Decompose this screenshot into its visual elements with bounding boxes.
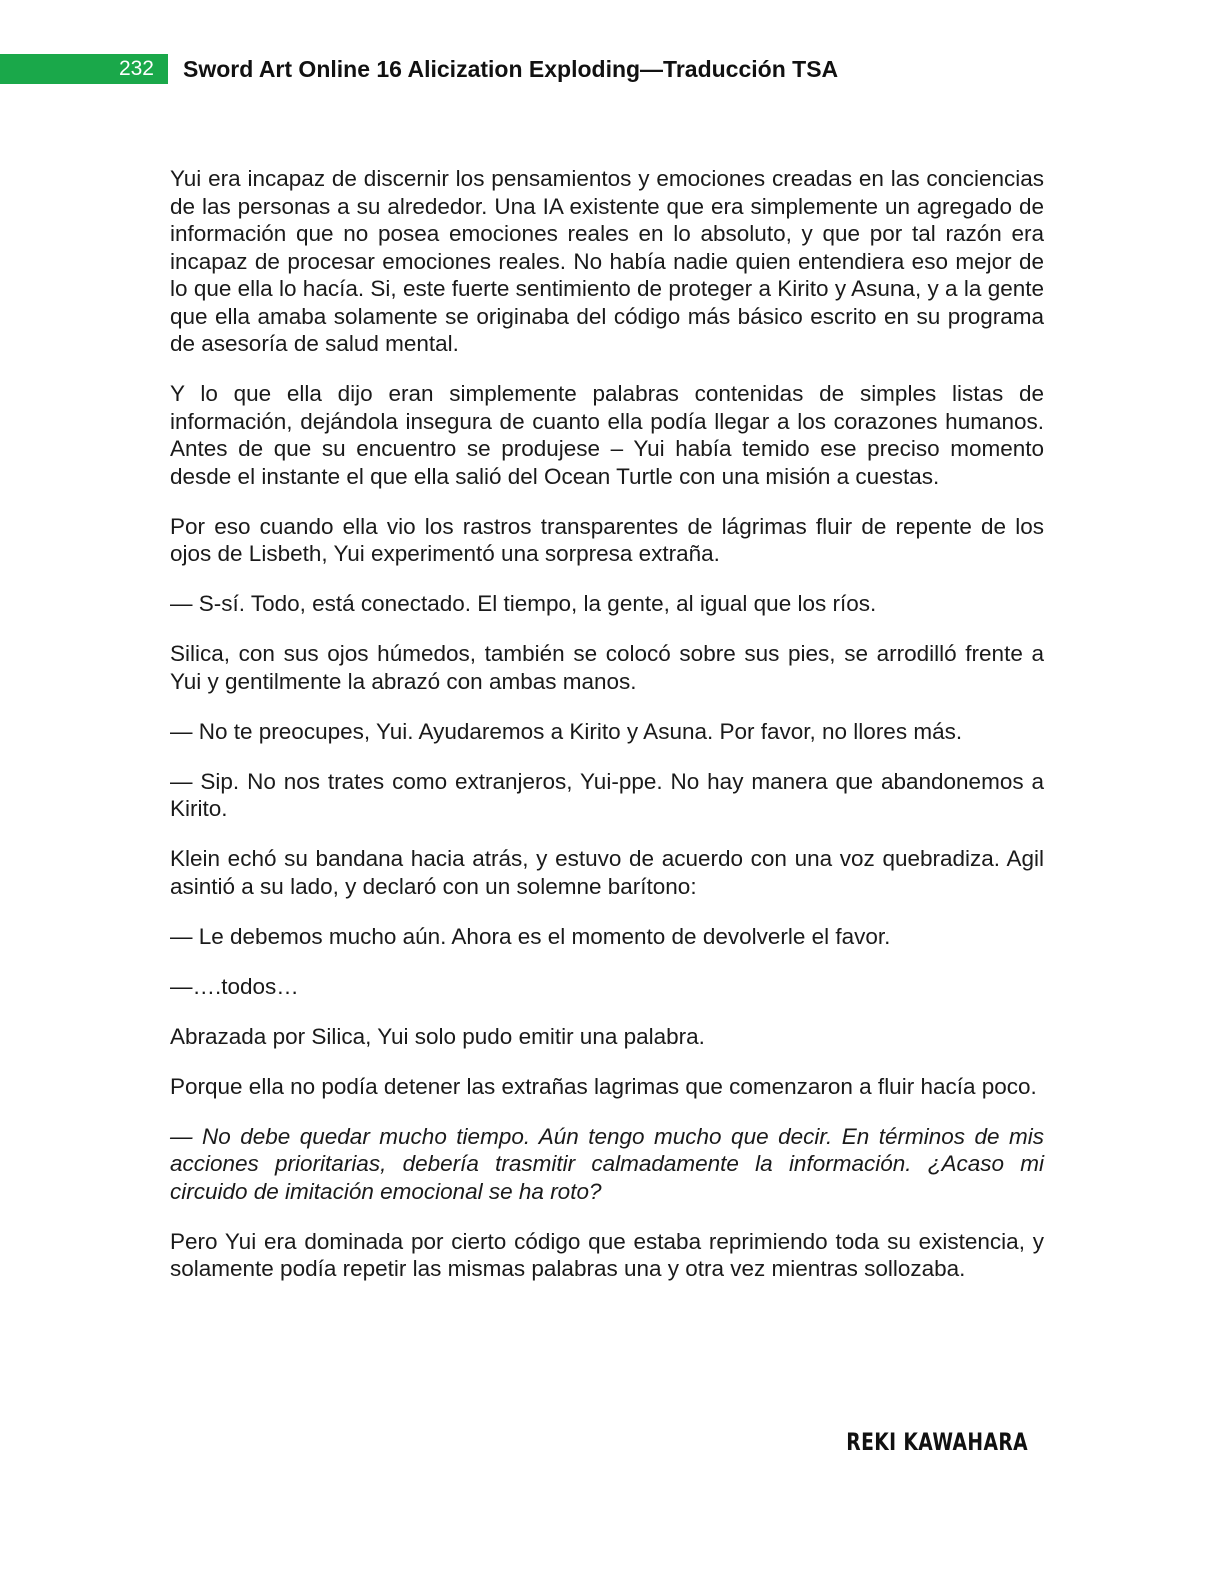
dialogue-line: —….todos… xyxy=(170,973,299,999)
paragraph: Yui era incapaz de discernir los pensamientos y emociones creadas en las conciencias de las personas a su alrededor. Una IA existente que era simplemente un agregado de información que no posea emociones reales en lo absoluto, y que por tal razón era incapaz de procesar emociones reales. No había nadie quien entendiera eso mejor de lo que ella lo hacía. Si, este fuerte sentimiento de proteger a Kirito y Asuna, y a la gente que ella amaba solamente se originaba del código más básico escrito en su programa de asesoría de salud mental. xyxy=(170,166,1044,356)
paragraph: Por eso cuando ella vio los rastros transparentes de lágrimas fluir de repente de los ojos de Lisbeth, Yui experimentó una sorpresa extraña. xyxy=(170,513,1044,566)
paragraph: Y lo que ella dijo eran simplemente palabras contenidas de simples listas de información, dejándola insegura de cuanto ella podía llegar a los corazones humanos. Antes de que su encuentro se produjese – Yui había temido ese preciso momento desde el instante el que ella salió del Ocean Turtle con una misión a cuestas. xyxy=(170,381,1044,489)
paragraph: Porque ella no podía detener las extrañas lagrimas que comenzaron a fluir hacía poco. xyxy=(170,1073,1037,1099)
paragraph: Silica, con sus ojos húmedos, también se colocó sobre sus pies, se arrodilló frente a Yui y gentilmente la abrazó con ambas manos. xyxy=(170,641,1044,694)
page-number: 232 xyxy=(0,54,168,84)
author-name: REKI KAWAHARA xyxy=(846,1428,1028,1456)
paragraph: Klein echó su bandana hacia atrás, y estuvo de acuerdo con una voz quebradiza. Agil asintió a su lado, y declaró con un solemne barítono: xyxy=(170,846,1044,899)
paragraph: Abrazada por Silica, Yui solo pudo emitir una palabra. xyxy=(170,1023,705,1049)
dialogue-line: — No te preocupes, Yui. Ayudaremos a Kirito y Asuna. Por favor, no llores más. xyxy=(170,718,963,744)
italic-dialogue-line: — No debe quedar mucho tiempo. Aún tengo mucho que decir. En términos de mis acciones prioritarias, debería trasmitir calmadamente la información. ¿Acaso mi circuido de imitación emocional se ha roto? xyxy=(170,1123,1044,1204)
page-header xyxy=(0,54,1224,84)
paragraph: Pero Yui era dominada por cierto código que estaba reprimiendo toda su existencia, y solamente podía repetir las mismas palabras una y otra vez mientras sollozaba. xyxy=(170,1228,1044,1281)
dialogue-line: — Sip. No nos trates como extranjeros, Yui-ppe. No hay manera que abandonemos a Kirito. xyxy=(170,768,1044,821)
running-title: Sword Art Online 16 Alicization Exploding—Traducción TSA xyxy=(183,56,839,82)
body-text xyxy=(170,165,1044,1305)
dialogue-line: — S-sí. Todo, está conectado. El tiempo, la gente, al igual que los ríos. xyxy=(170,591,877,616)
dialogue-line: — Le debemos mucho aún. Ahora es el momento de devolverle el favor. xyxy=(170,923,891,949)
